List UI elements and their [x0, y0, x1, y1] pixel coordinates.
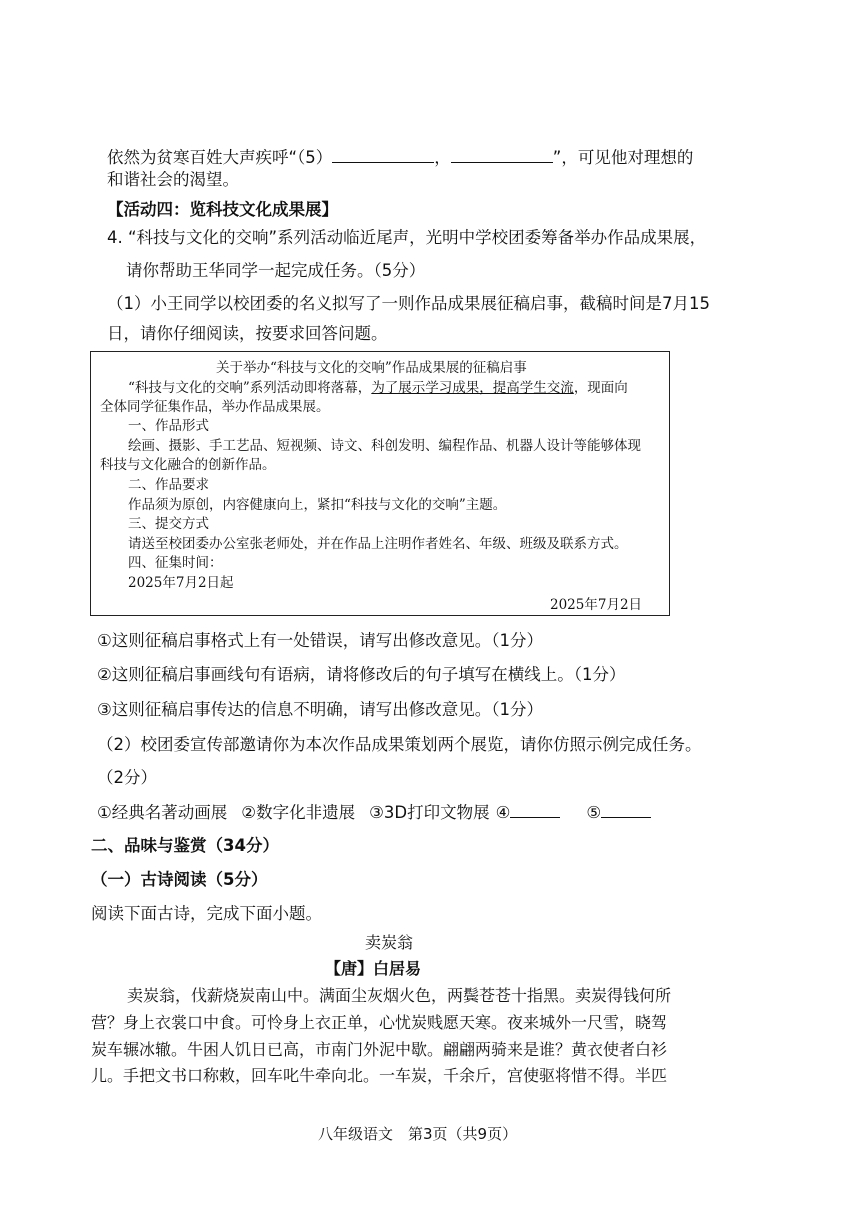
example-item: ⑤: [586, 803, 602, 822]
page-footer: 八年级语文 第3页（共9页）: [318, 1125, 518, 1143]
notice-section-head: 二、作品要求: [128, 477, 209, 493]
answer-blank[interactable]: [451, 146, 553, 163]
notice-section-head: 一、作品形式: [128, 418, 209, 434]
notice-paragraph: 作品须为原创，内容健康向上，紧扣“科技与文化的交响”主题。: [128, 497, 507, 513]
poem-line: 炭车辗冰辙。牛困人饥日已高，市南门外泥中歇。翩翩两骑来是谁？黄衣使者白衫: [91, 1040, 668, 1059]
text-fragment: ”，可见他对理想的: [552, 148, 694, 167]
poem-title: 卖炭翁: [365, 933, 414, 952]
example-item: ②数字化非遗展: [241, 803, 356, 822]
question-text: （2分）: [97, 768, 157, 787]
poem-line: 儿。手把文书口称敕，回车叱牛牵向北。一车炭，千余斤，宫使驱将惜不得。半匹: [91, 1066, 668, 1085]
notice-section-head: 四、征集时间：: [128, 555, 223, 571]
text-fragment: 依然为贫寒百姓大声疾呼“（5）: [107, 148, 333, 167]
underlined-sentence: 为了展示学习成果，提高学生交流: [371, 380, 574, 396]
example-item: ③3D打印文物展: [369, 803, 490, 822]
question-text: 日，请你仔细阅读，按要求回答问题。: [107, 324, 388, 343]
notice-paragraph: 请送至校团委办公室张老师处，并在作品上注明作者姓名、年级、班级及联系方式。: [128, 536, 628, 552]
notice-text: ，现面向: [573, 380, 628, 396]
question-text: 4. “科技与文化的交响”系列活动临近尾声，光明中学校团委筹备举办作品成果展，: [107, 228, 707, 247]
instruction-text: 阅读下面古诗，完成下面小题。: [91, 904, 322, 923]
example-item: ①经典名著动画展: [97, 803, 228, 822]
poem-line: 营？身上衣裳口中食。可怜身上衣正单，心忧炭贱愿天寒。夜来城外一尺雪，晓驾: [91, 1013, 668, 1032]
exhibition-examples: [97, 801, 651, 824]
question-text: （2）校团委宣传部邀请你为本次作品成果策划两个展览，请你仿照示例完成任务。: [97, 735, 702, 754]
section-heading: 二、品味与鉴赏（34分）: [91, 836, 279, 855]
poem-line: 卖炭翁，伐薪烧炭南山中。满面尘灰烟火色，两鬓苍苍十指黑。卖炭得钱何所: [127, 986, 672, 1005]
notice-title: 关于举办“科技与文化的交响”作品成果展的征稿启事: [216, 360, 527, 376]
answer-blank[interactable]: [510, 801, 560, 818]
notice-box: [90, 351, 670, 616]
sub-heading: （一）古诗阅读（5分）: [91, 870, 268, 889]
poem-author: 【唐】白居易: [325, 959, 422, 978]
question-text: 请你帮助王华同学一起完成任务。（5分）: [126, 261, 426, 280]
notice-paragraph: 全体同学征集作品，举办作品成果展。: [100, 399, 330, 415]
activity-heading: 【活动四：览科技文化成果展】: [107, 200, 338, 219]
notice-paragraph: 绘画、摄影、手工艺品、短视频、诗文、科创发明、编程作品、机器人设计等能够体现: [128, 438, 641, 454]
question-text: （1）小王同学以校团委的名义拟写了一则作品成果展征稿启事，截稿时间是7月15: [107, 294, 710, 313]
text-fragment: ，: [434, 148, 451, 167]
text-line: [107, 146, 693, 169]
answer-blank[interactable]: [332, 146, 434, 163]
example-item: ④: [495, 803, 511, 822]
question-text: ③这则征稿启事传达的信息不明确，请写出修改意见。（1分）: [97, 700, 544, 719]
notice-section-head: 三、提交方式: [128, 516, 209, 532]
notice-text: “科技与文化的交响”系列活动即将落幕，: [128, 380, 372, 396]
question-text: ②这则征稿启事画线句有语病，请将修改后的句子填写在横线上。（1分）: [97, 665, 626, 684]
notice-paragraph: 2025年7月2日起: [128, 575, 234, 591]
notice-paragraph: 科技与文化融合的创新作品。: [100, 457, 276, 473]
notice-paragraph: [128, 379, 628, 397]
notice-date: 2025年7月2日: [550, 597, 643, 613]
text-line: 和谐社会的渴望。: [107, 170, 239, 189]
answer-blank[interactable]: [601, 801, 651, 818]
question-text: ①这则征稿启事格式上有一处错误，请写出修改意见。（1分）: [97, 631, 544, 650]
